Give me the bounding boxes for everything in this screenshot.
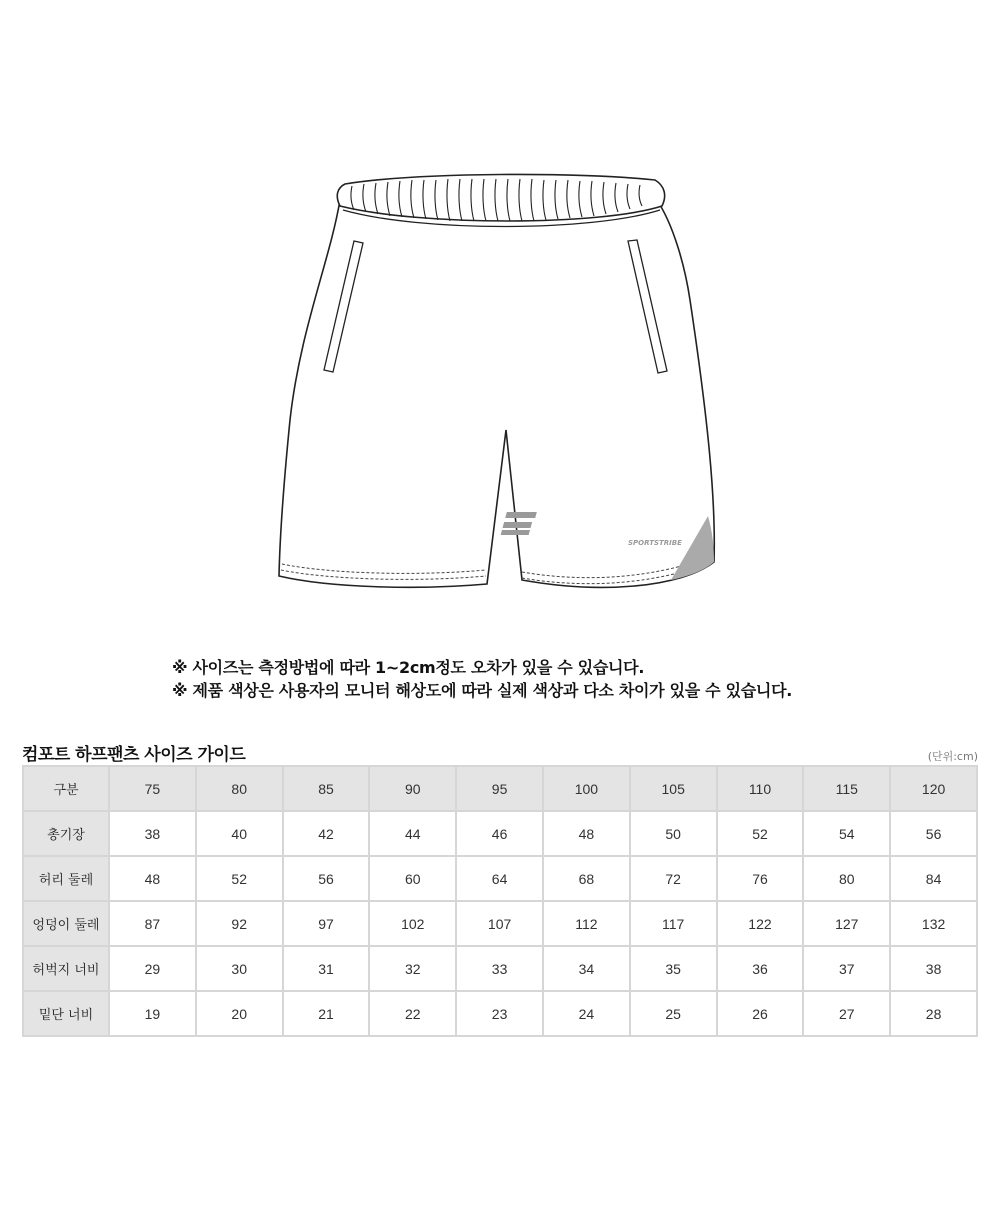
- value-cell: 60: [369, 856, 456, 901]
- value-cell: 25: [630, 991, 717, 1036]
- value-cell: 87: [109, 901, 196, 946]
- size-header-cell: 110: [717, 766, 804, 811]
- value-cell: 48: [109, 856, 196, 901]
- row-label-cell: 밑단 너비: [23, 991, 109, 1036]
- value-cell: 52: [717, 811, 804, 856]
- unit-label: (단위:cm): [927, 750, 978, 763]
- value-cell: 30: [196, 946, 283, 991]
- table-row: [23, 991, 977, 1036]
- value-cell: 19: [109, 991, 196, 1036]
- value-cell: 68: [543, 856, 630, 901]
- row-label-cell: 엉덩이 둘레: [23, 901, 109, 946]
- value-cell: 102: [369, 901, 456, 946]
- value-cell: 38: [109, 811, 196, 856]
- value-cell: 31: [283, 946, 370, 991]
- value-cell: 54: [803, 811, 890, 856]
- row-label-cell: 허리 둘레: [23, 856, 109, 901]
- size-header-cell: 105: [630, 766, 717, 811]
- value-cell: 127: [803, 901, 890, 946]
- value-cell: 29: [109, 946, 196, 991]
- value-cell: 33: [456, 946, 543, 991]
- value-cell: 132: [890, 901, 977, 946]
- table-row: [23, 946, 977, 991]
- size-guide-title: 컴포트 하프팬츠 사이즈 가이드: [22, 745, 246, 765]
- value-cell: 64: [456, 856, 543, 901]
- value-cell: 56: [283, 856, 370, 901]
- notes: [172, 656, 872, 702]
- value-cell: 112: [543, 901, 630, 946]
- value-cell: 44: [369, 811, 456, 856]
- value-cell: 50: [630, 811, 717, 856]
- value-cell: 23: [456, 991, 543, 1036]
- value-cell: 52: [196, 856, 283, 901]
- size-header-cell: 80: [196, 766, 283, 811]
- size-header-cell: 95: [456, 766, 543, 811]
- size-header-cell: 115: [803, 766, 890, 811]
- value-cell: 42: [283, 811, 370, 856]
- table-row: [23, 811, 977, 856]
- value-cell: 48: [543, 811, 630, 856]
- header-label-cell: 구분: [23, 766, 109, 811]
- value-cell: 80: [803, 856, 890, 901]
- value-cell: 32: [369, 946, 456, 991]
- value-cell: 40: [196, 811, 283, 856]
- value-cell: 92: [196, 901, 283, 946]
- table-header-row: [23, 766, 977, 811]
- size-table: [22, 765, 978, 1037]
- size-header-cell: 90: [369, 766, 456, 811]
- shorts-illustration: [270, 170, 730, 600]
- value-cell: 35: [630, 946, 717, 991]
- value-cell: 56: [890, 811, 977, 856]
- value-cell: 22: [369, 991, 456, 1036]
- value-cell: 34: [543, 946, 630, 991]
- value-cell: 97: [283, 901, 370, 946]
- value-cell: 38: [890, 946, 977, 991]
- value-cell: 46: [456, 811, 543, 856]
- size-header-cell: 75: [109, 766, 196, 811]
- value-cell: 37: [803, 946, 890, 991]
- value-cell: 122: [717, 901, 804, 946]
- value-cell: 76: [717, 856, 804, 901]
- value-cell: 28: [890, 991, 977, 1036]
- brand-logo-text: SPORTSTRIBE: [628, 539, 682, 547]
- value-cell: 27: [803, 991, 890, 1036]
- value-cell: 21: [283, 991, 370, 1036]
- row-label-cell: 허벅지 너비: [23, 946, 109, 991]
- table-row: [23, 901, 977, 946]
- value-cell: 117: [630, 901, 717, 946]
- value-cell: 72: [630, 856, 717, 901]
- note-line: ※ 사이즈는 측정방법에 따라 1~2cm정도 오차가 있을 수 있습니다.: [172, 658, 645, 677]
- size-header-cell: 85: [283, 766, 370, 811]
- value-cell: 24: [543, 991, 630, 1036]
- value-cell: 36: [717, 946, 804, 991]
- value-cell: 84: [890, 856, 977, 901]
- table-row: [23, 856, 977, 901]
- value-cell: 107: [456, 901, 543, 946]
- size-header-cell: 120: [890, 766, 977, 811]
- note-line: ※ 제품 색상은 사용자의 모니터 해상도에 따라 실제 색상과 다소 차이가 있을 수 있습니다.: [172, 681, 793, 700]
- value-cell: 20: [196, 991, 283, 1036]
- value-cell: 26: [717, 991, 804, 1036]
- size-header-cell: 100: [543, 766, 630, 811]
- row-label-cell: 총기장: [23, 811, 109, 856]
